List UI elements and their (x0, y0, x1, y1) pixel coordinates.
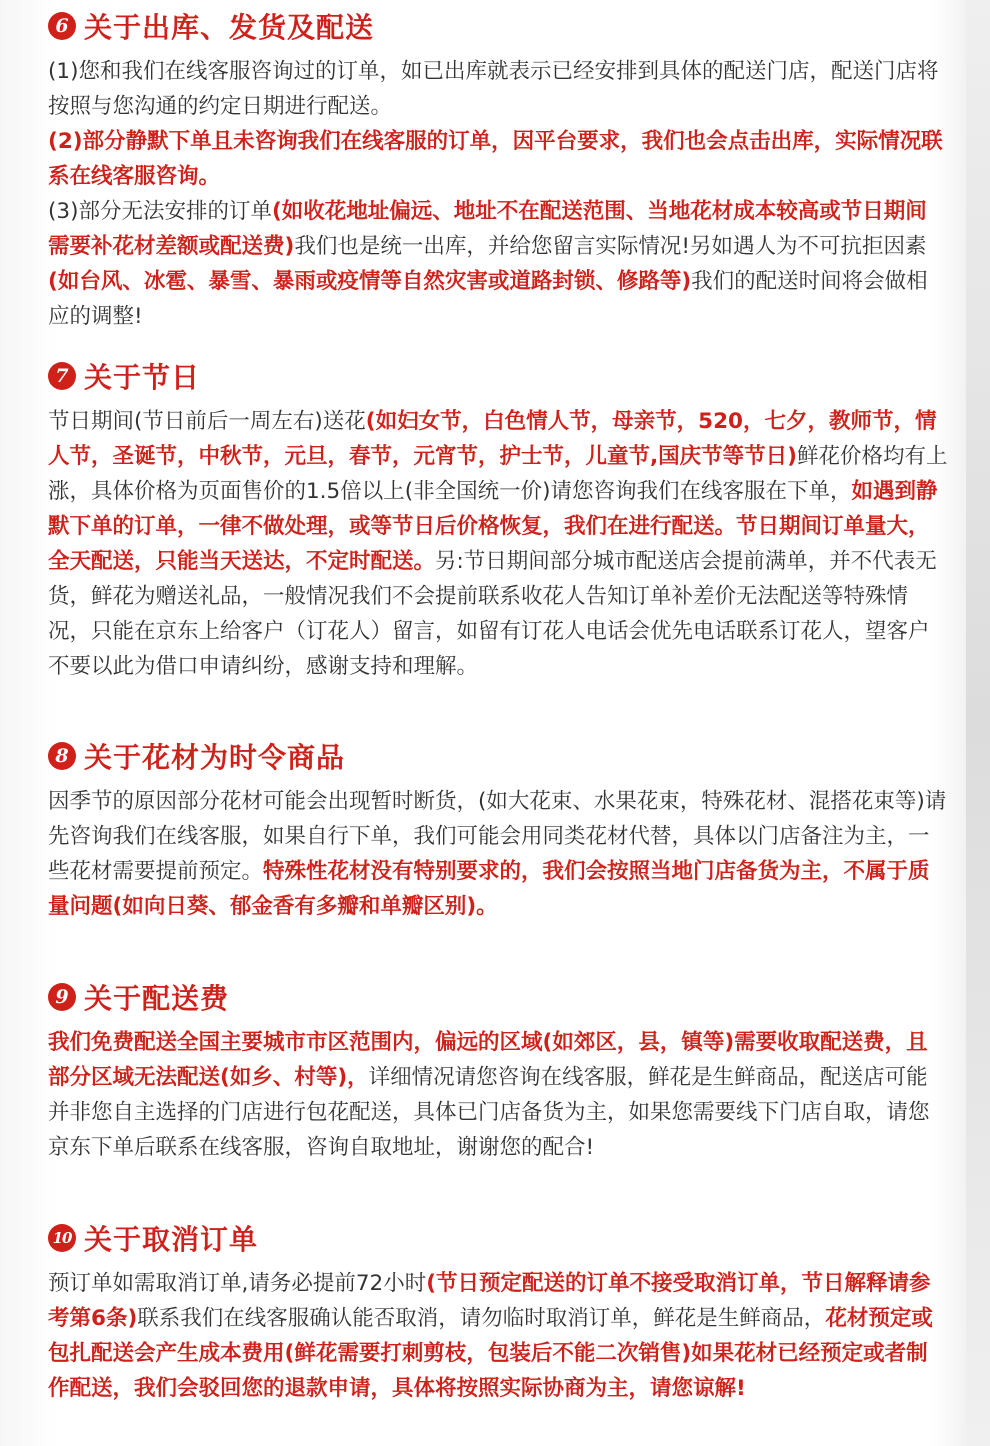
section-heading (48, 354, 948, 398)
paragraph (48, 54, 948, 124)
highlight-text: 如遇到静默下单的订单，一律不做处理，或等节日后价格恢复，我们在进行配送。节日期间订单量大，全天配送，只能当天送达，不定时配送。 (48, 479, 938, 574)
text-run: 我们也是统一出库，并给您留言实际情况!另如遇人为不可抗拒因素 (294, 234, 927, 259)
highlight-text: (2)部分静默下单且未咨询我们在线客服的订单，因平台要求，我们也会点击出库，实际情况联系在线客服咨询。 (48, 129, 943, 189)
section-title: 关于花材为时令商品 (84, 741, 346, 774)
highlight-text: (如妇女节，白色情人节，母亲节，520，七夕，教师节，情人节，圣诞节，中秋节，元旦，春节，元宵节，护士节，儿童节,国庆节等节日) (48, 409, 937, 469)
paragraph (48, 124, 948, 194)
text-run: 我们的配送时间将会做相应的调整! (48, 269, 928, 329)
text-run: 联系我们在线客服确认能否取消，请勿临时取消订单，鲜花是生鲜商品， (137, 1306, 826, 1331)
text-run: (1)您和我们在线客服咨询过的订单，如已出库就表示已经安排到具体的配送门店，配送门店将按照与您沟通的约定日期进行配送。 (48, 59, 939, 119)
text-run: 节日期间(节日前后一周左右)送花 (48, 409, 366, 434)
text-run: 另:节日期间部分城市配送店会提前满单，并不代表无货，鲜花为赠送礼品，一般情况我们不会提前联系收花人告知订单补差价无法配送等特殊情况，只能在京东上给客户（订花人）留言，如留有订花人电话会优先电话联系订花人，望客户不要以此为借口申请纠纷，感谢支持和理解。 (48, 549, 937, 679)
section-heading (48, 1216, 948, 1260)
text-run: 预订单如需取消订单,请务必提前72小时 (48, 1271, 427, 1296)
section-body (48, 1266, 948, 1406)
section-title: 关于取消订单 (84, 1223, 259, 1256)
number-badge-8: 8 (48, 742, 76, 770)
highlight-text: 特殊性花材没有特别要求的，我们会按照当地门店备货为主，不属于质量问题(如向日葵、郁金香有多瓣和单瓣区别)。 (48, 859, 930, 919)
section-body (48, 1025, 948, 1165)
section-heading (48, 975, 948, 1019)
section-body (48, 404, 948, 684)
highlight-text: (如收花地址偏远、地址不在配送范围、当地花材成本较高或节日期间需要补花材差额或配送费) (48, 199, 927, 259)
number-badge-6: 6 (48, 12, 76, 40)
section-body (48, 784, 948, 924)
section-8-seasonal-flowers (48, 734, 948, 924)
section-7-holidays (48, 354, 948, 684)
section-title: 关于配送费 (84, 982, 230, 1015)
section-heading (48, 734, 948, 778)
highlight-text: 我们免费配送全国主要城市市区范围内，偏远的区域(如郊区，县，镇等)需要收取配送费，且部分区域无法配送(如乡、村等)， (48, 1030, 928, 1090)
section-9-delivery-fee (48, 975, 948, 1165)
paragraph (48, 194, 948, 334)
text-run: (3)部分无法安排的订单 (48, 199, 272, 224)
highlight-text: 花材预定或包扎配送会产生成本费用(鲜花需要打刺剪枝，包装后不能二次销售)如果花材已经预定或者制作配送，我们会驳回您的退款申请，具体将按照实际协商为主，请您谅解! (48, 1306, 933, 1401)
number-badge-7: 7 (48, 362, 76, 390)
highlight-text: (节日预定配送的订单不接受取消订单，节日解释请参考第6条) (48, 1271, 931, 1331)
paragraph (48, 1025, 948, 1165)
number-badge-9: 9 (48, 983, 76, 1011)
section-10-cancel-order (48, 1216, 948, 1406)
section-heading (48, 4, 948, 48)
paragraph (48, 404, 948, 684)
text-run: 详细情况请您咨询在线客服，鲜花是生鲜商品，配送店可能并非您自主选择的门店进行包花配送，具体已门店备货为主，如果您需要线下门店自取，请您京东下单后联系在线客服，咨询自取地址，谢谢您的配合! (48, 1065, 930, 1160)
section-title: 关于节日 (84, 361, 201, 394)
text-run: 鲜花价格均有上涨，具体价格为页面售价的1.5倍以上(非全国统一价)请您咨询我们在线客服在下单， (48, 444, 948, 504)
section-title: 关于出库、发货及配送 (84, 11, 375, 44)
section-6-delivery (48, 4, 948, 334)
side-stripe (966, 0, 990, 1446)
number-badge-10: 10 (48, 1224, 76, 1252)
section-body (48, 54, 948, 334)
paragraph (48, 784, 948, 924)
paragraph (48, 1266, 948, 1406)
text-run: 因季节的原因部分花材可能会出现暂时断货，(如大花束、水果花束，特殊花材、混搭花束等)请先咨询我们在线客服，如果自行下单，我们可能会用同类花材代替，具体以门店备注为主，一些花材需要提前预定。 (48, 789, 947, 884)
highlight-text: (如台风、冰雹、暴雪、暴雨或疫情等自然灾害或道路封锁、修路等) (48, 269, 692, 294)
